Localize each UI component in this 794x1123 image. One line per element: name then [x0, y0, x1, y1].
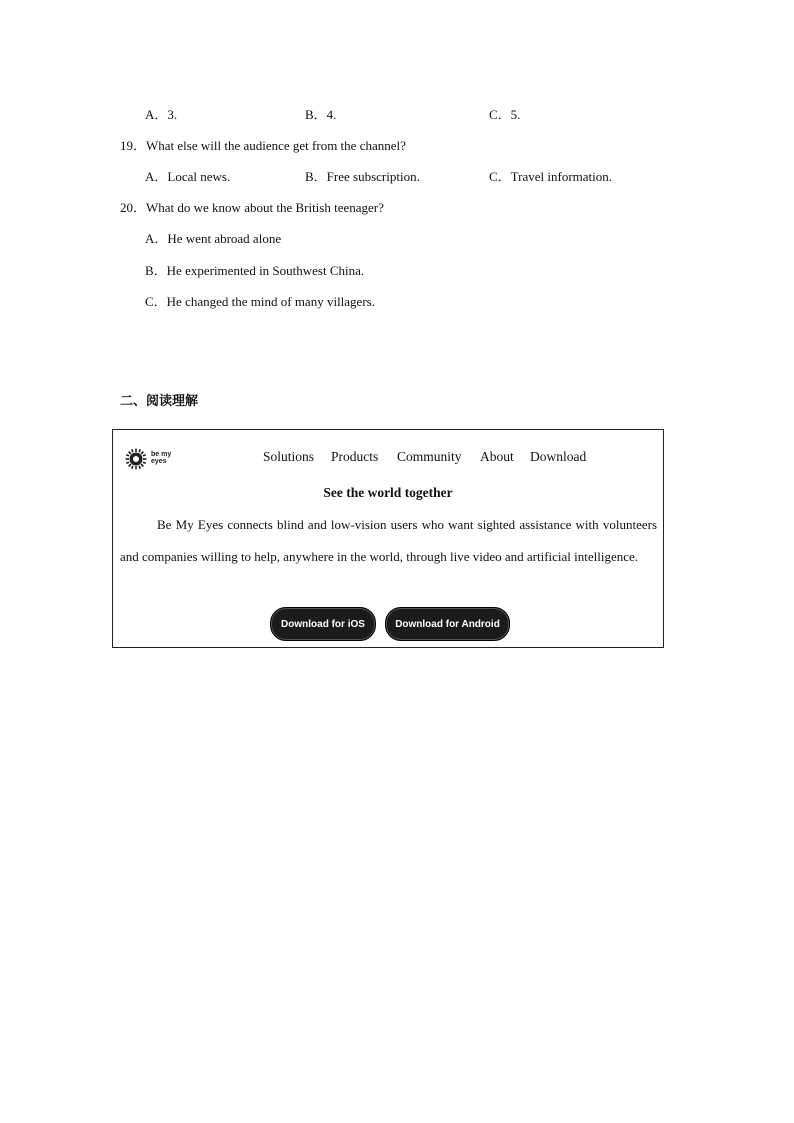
nav-solutions[interactable]: Solutions: [263, 449, 315, 464]
nav-community[interactable]: Community: [397, 449, 462, 464]
q20-stem: 20．What do we know about the British teenager?: [120, 200, 384, 215]
q19-option-a: A．Local news.: [145, 169, 231, 184]
q20-option-a: A．He went abroad alone: [145, 231, 282, 246]
q19-option-c: C．Travel information.: [489, 169, 613, 184]
website-screenshot: [112, 429, 664, 648]
q19-stem: 19．What else will the audience get from the channel?: [120, 138, 406, 153]
headline: See the world together: [323, 485, 453, 500]
nav-products[interactable]: Products: [331, 449, 379, 464]
q20-option-b: B．He experimented in Southwest China.: [145, 263, 365, 278]
sun-logo-icon: [125, 448, 147, 470]
q20-option-c: C．He changed the mind of many villagers.: [145, 294, 375, 309]
nav-about[interactable]: About: [480, 449, 514, 464]
q18-option-c: C．5.: [489, 107, 521, 122]
logo-text: be my eyes: [151, 451, 172, 465]
nav-download[interactable]: Download: [530, 449, 587, 464]
description: Be My Eyes connects blind and low-vision users who want sighted assistance with volunteers and companies willing to help, anywhere in the world, through live video and artificial intelligence.: [120, 517, 657, 564]
download-ios-button[interactable]: Download for iOS: [270, 607, 376, 641]
be-my-eyes-logo[interactable]: [125, 448, 185, 472]
section-title: 二、阅读理解: [120, 394, 199, 409]
q19-option-b: B．Free subscription.: [305, 169, 420, 184]
download-android-button[interactable]: Download for Android: [385, 607, 510, 641]
q18-option-a: A．3.: [145, 107, 178, 122]
q18-option-b: B．4.: [305, 107, 337, 122]
